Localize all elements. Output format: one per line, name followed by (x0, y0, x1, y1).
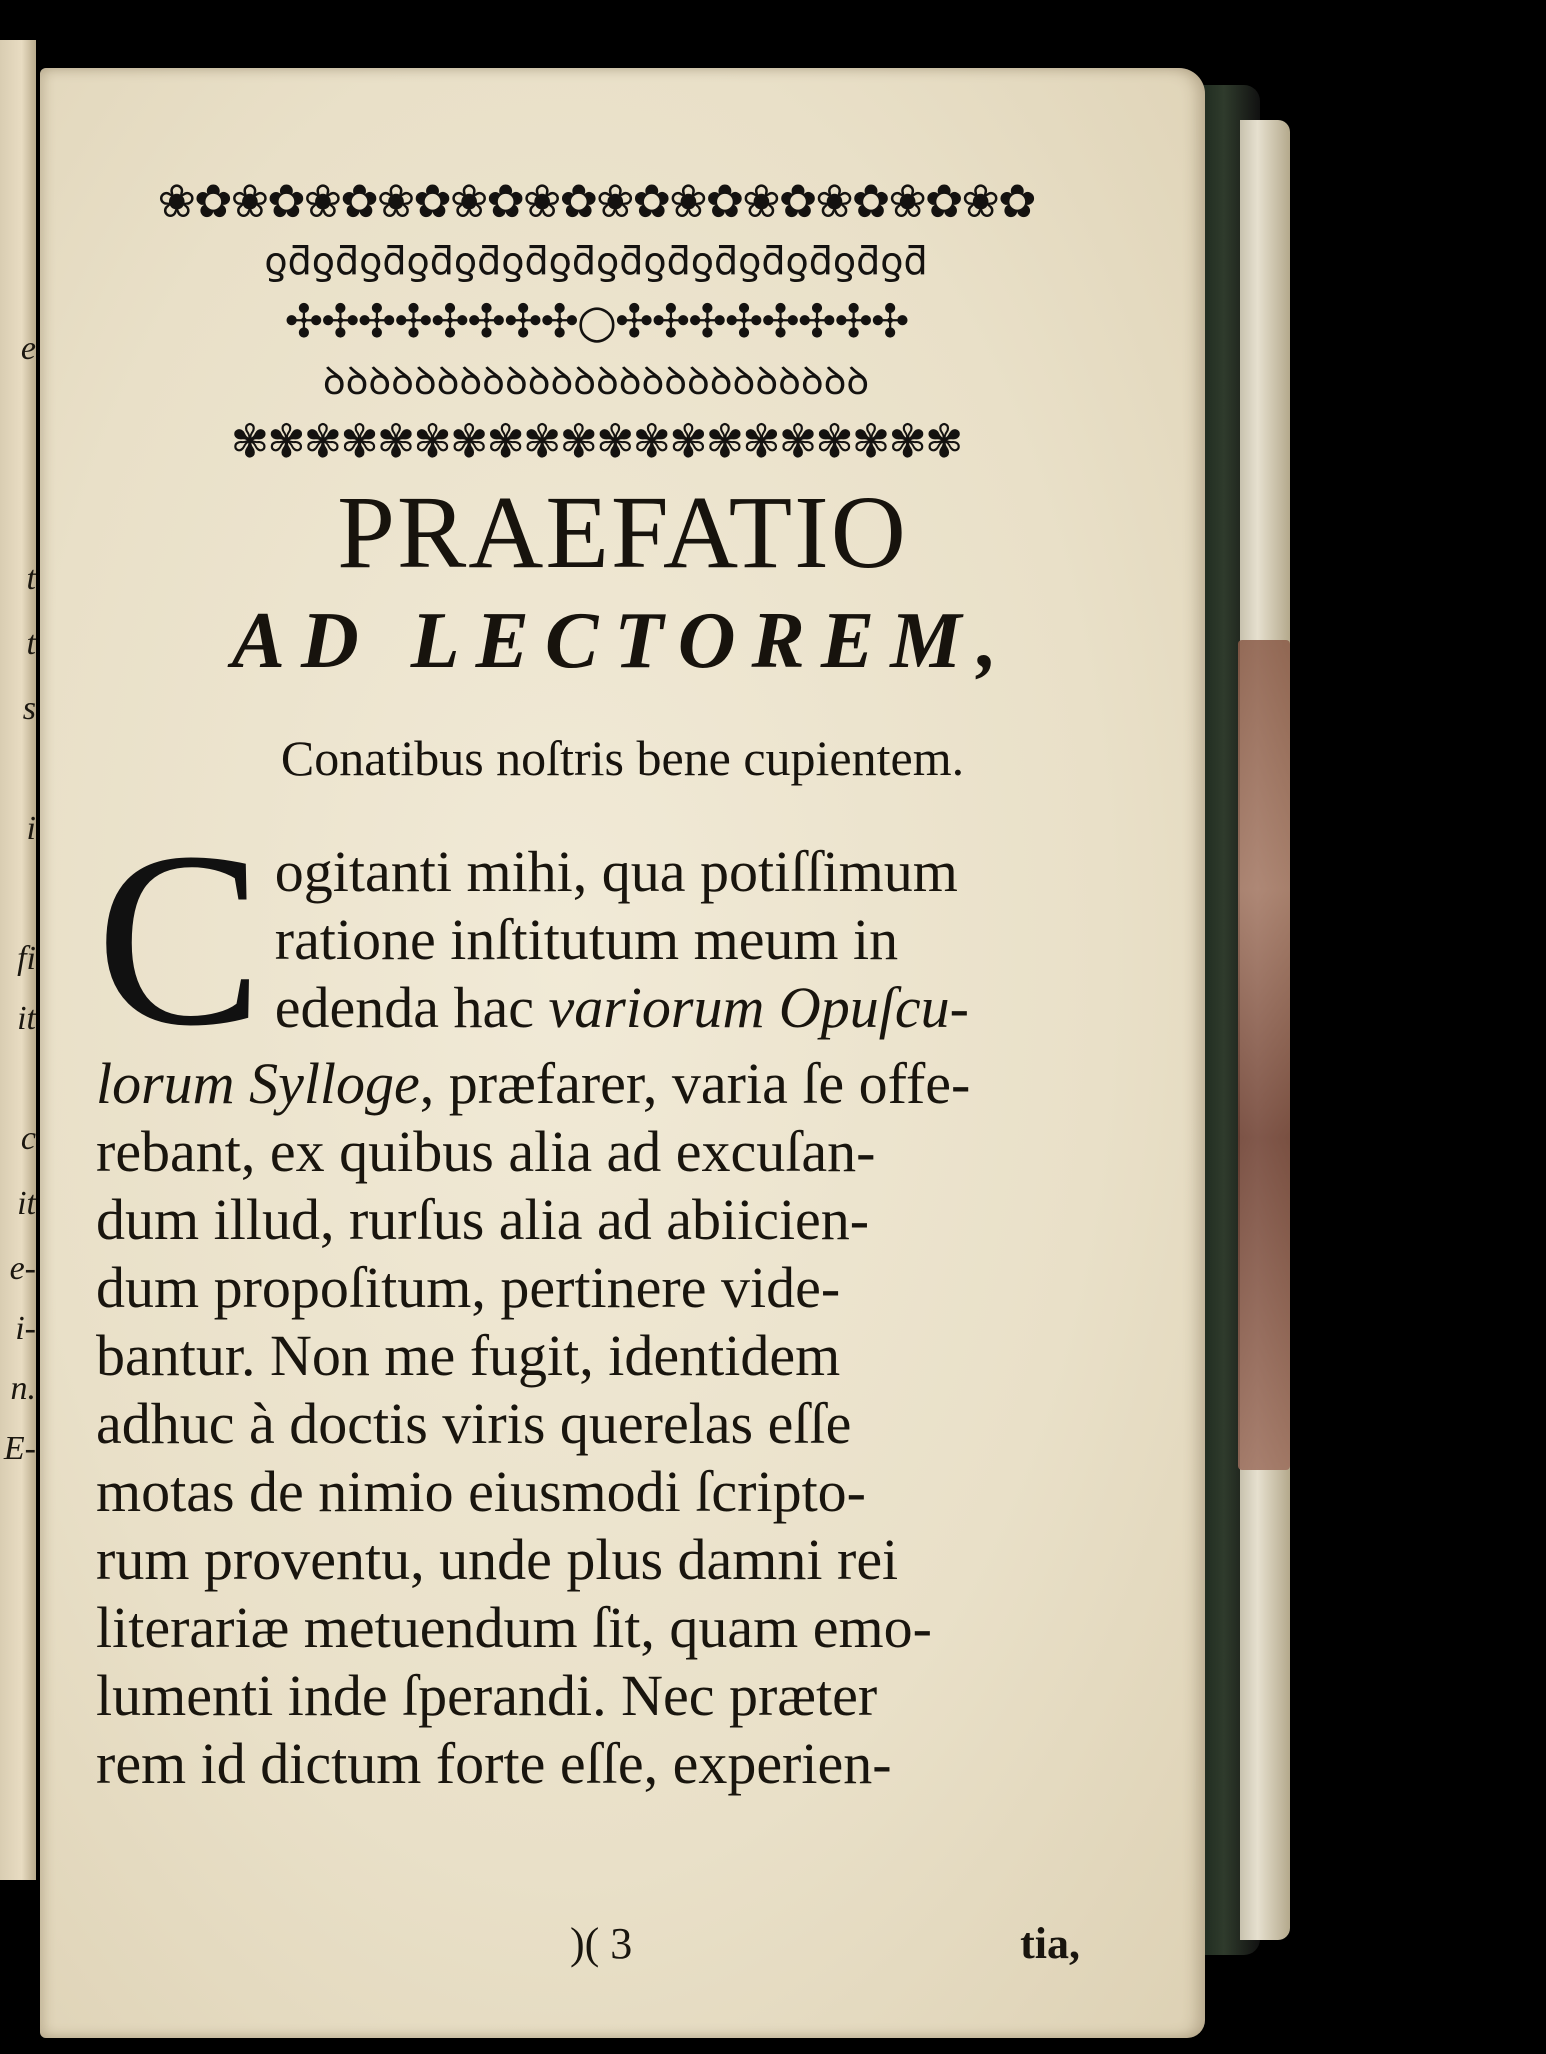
margin-fragment: e- (9, 1250, 36, 1287)
catchword: tia, (1020, 1919, 1080, 1968)
drop-capital: C (96, 801, 263, 1078)
italic-title: lorum Sylloge (96, 1051, 420, 1116)
text-segment: edenda hac (274, 975, 534, 1040)
text-line: adhuc à doctis viris querelas eſſe (96, 1391, 852, 1456)
text-line: rebant, ex quibus alia ad excuſan- (96, 1119, 876, 1184)
dedication-line: Conatibus noſtris bene cupientem. (280, 730, 965, 786)
margin-fragment: t (26, 625, 36, 662)
page-subtitle: AD LECTOREM, (231, 597, 1014, 685)
book-page (40, 68, 1205, 2038)
ornament-row: ƍƌƍƌƍƌƍƌƍƌƍƌƍƌƍƌƍƌƍƌƍƌƍƌƍƌƍƌ (264, 239, 928, 283)
margin-fragment: fi (17, 940, 36, 977)
headpiece-ornament (100, 168, 1092, 468)
page-footer (100, 1918, 1080, 1978)
margin-fragment: i (26, 810, 36, 847)
ornament-row: ✣✣✣✣✣✣✣✣○✣✣✣✣✣✣✣✣ (284, 294, 908, 348)
text-line: literariæ metuendum ſit, quam emo- (96, 1595, 932, 1660)
margin-fragment: e (20, 330, 36, 367)
ornament-row: ❀✿❀✿❀✿❀✿❀✿❀✿❀✿❀✿❀✿❀✿❀✿❀✿ (157, 174, 1035, 228)
page-title: PRAEFATIO (337, 475, 908, 590)
text-line: rem id dictum forte eſſe, experien- (96, 1731, 892, 1796)
text-line: bantur. Non me fugit, identidem (96, 1323, 841, 1388)
text-line: lumenti inde ſperandi. Nec præter (96, 1663, 878, 1728)
margin-fragment: n. (10, 1370, 36, 1407)
text-line: ogitanti mihi, qua potiſſimum (274, 839, 958, 904)
text-line: rum proventu, unde plus damni rei (96, 1527, 899, 1592)
margin-fragment: c (20, 1120, 36, 1157)
text-line: dum propoſitum, pertinere vide- (96, 1255, 841, 1320)
margin-fragment: i- (15, 1310, 36, 1347)
italic-title: variorum Opuſcu- (548, 975, 969, 1040)
ornament-row: ꝺꝺꝺꝺꝺꝺꝺꝺꝺꝺꝺꝺꝺꝺꝺꝺꝺꝺꝺꝺꝺꝺꝺꝺ (322, 359, 870, 403)
text-segment: , præfarer, varia ſe offe- (419, 1051, 971, 1116)
text-line (96, 1050, 1076, 1118)
margin-fragment: it (17, 1000, 36, 1037)
margin-fragment: s (22, 690, 36, 727)
margin-fragment: it (17, 1185, 36, 1222)
preface-body (96, 801, 1076, 1798)
ornament-row: ✾✾✾✾✾✾✾✾✾✾✾✾✾✾✾✾✾✾✾✾ (230, 414, 962, 468)
text-line: ratione inſtitutum meum in (274, 907, 899, 972)
binding-stain (1238, 640, 1290, 1470)
text-line: dum illud, rurſus alia ad abiicien- (96, 1187, 870, 1252)
facing-page-edge (0, 40, 36, 1880)
signature-mark: )( 3 (570, 1919, 633, 1968)
text-line: motas de nimio eiusmodi ſcripto- (96, 1459, 867, 1524)
margin-fragment: t (26, 560, 36, 597)
margin-fragment: E- (3, 1430, 36, 1467)
